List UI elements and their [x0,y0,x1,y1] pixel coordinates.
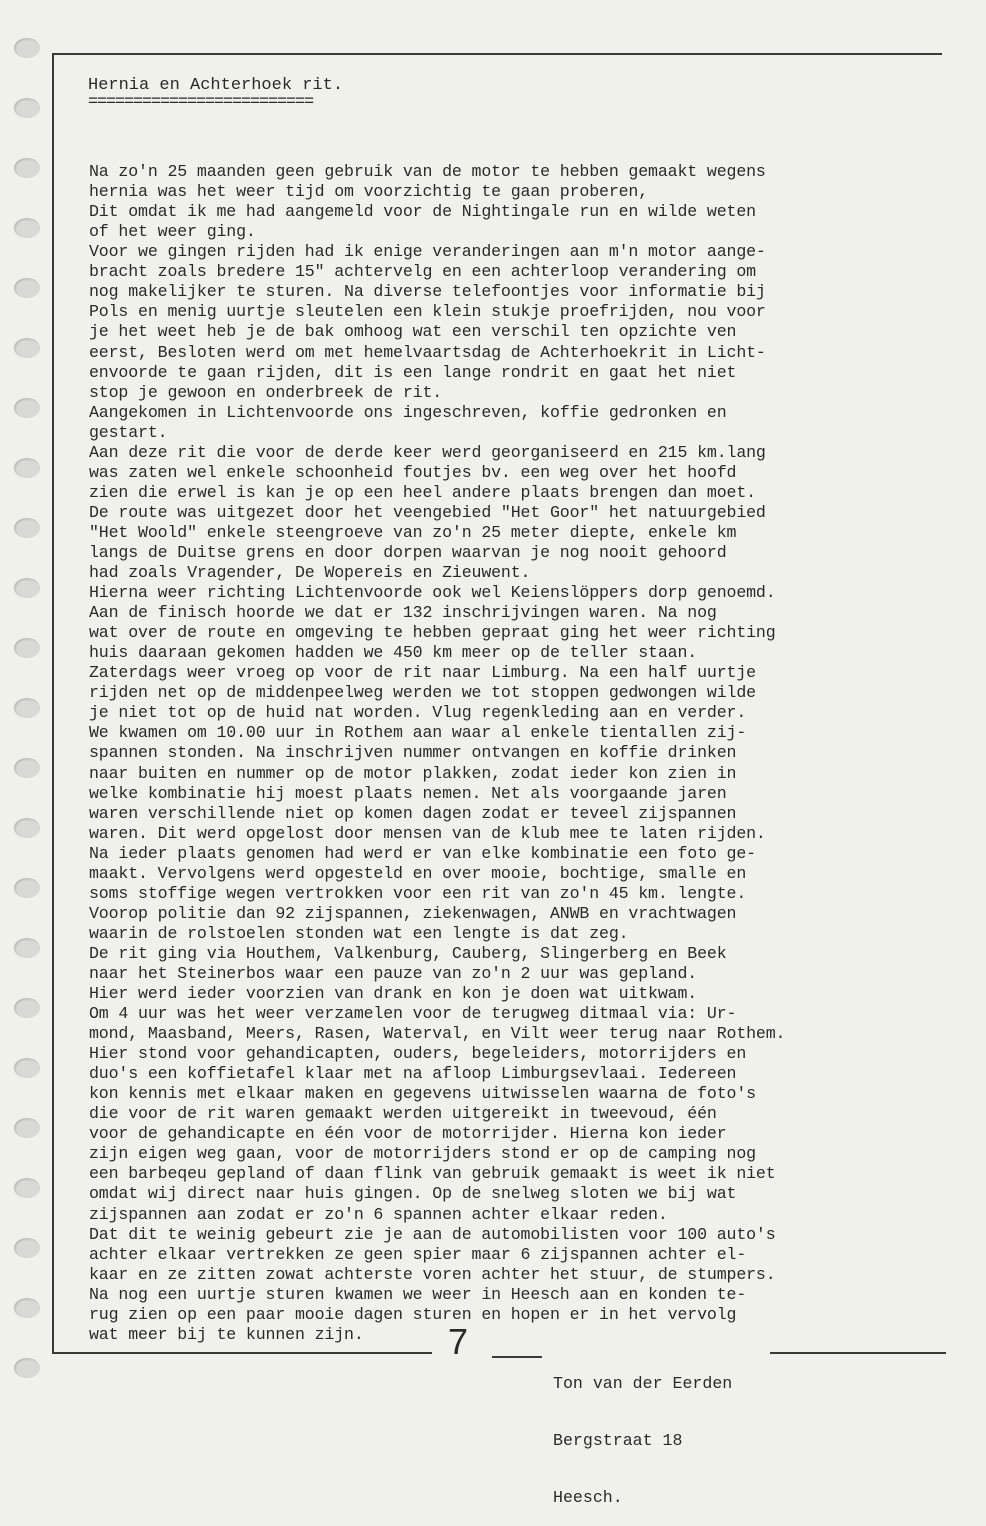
article-line: kaar en ze zitten zowat achterste voren achter het stuur, de stumpers. [89,1264,776,1284]
binder-hole [14,398,40,418]
article-line: We kwamen om 10.00 uur in Rothem aan waar al enkele tientallen zij- [89,723,747,743]
article-line: had zoals Vragender, De Wopereis en Zieuwent. [89,563,531,583]
article-line: Hier werd ieder voorzien van drank en kon je doen wat uitkwam. [89,984,698,1004]
binder-hole [14,638,40,658]
binder-hole [14,1058,40,1078]
article-line: mond, Maasband, Meers, Rasen, Waterval, en Vilt weer terug naar Rothem. [89,1024,786,1044]
article-line: Aan de finisch hoorde we dat er 132 inschrijvingen waren. Na nog [89,603,717,623]
article-line: achter elkaar vertrekken ze geen spier maar 6 zijspannen achter el- [89,1244,747,1264]
article-line: naar het Steinerbos waar een pauze van zo'n 2 uur was gepland. [89,963,698,983]
article-line: naar buiten en nummer op de motor plakken, zodat ieder kon zien in [89,763,737,783]
binder-hole [14,278,40,298]
binder-hole [14,938,40,958]
author-name: Ton van der Eerden [553,1374,733,1393]
article-line: Na ieder plaats genomen had werd er van elke kombinatie een foto ge- [89,843,756,863]
article-line: "Het Woold" enkele steengroeve van zo'n 25 meter diepte, enkele km [89,522,737,542]
article-line: gestart. [89,422,168,442]
binder-hole [14,338,40,358]
article-line: kon kennis met elkaar maken en gegevens uitwisselen waarna de foto's [89,1084,756,1104]
article-line: Hier stond voor gehandicapten, ouders, begeleiders, motorrijders en [89,1044,747,1064]
article-line: een barbeqeu gepland of daan flink van gebruik gemaakt is weet ik niet [89,1164,776,1184]
frame-top-rule [52,53,942,55]
article-title: Hernia en Achterhoek rit. [88,76,344,95]
article-line: spannen stonden. Na inschrijven nummer ontvangen en koffie drinken [89,743,737,763]
article-line: zijn eigen weg gaan, voor de motorrijders stond er op de camping nog [89,1144,756,1164]
article-line: je niet tot op de huid nat worden. Vlug regenkleding aan en verder. [89,703,747,723]
article-line: of het weer ging. [89,222,256,242]
binder-hole [14,458,40,478]
binder-hole [14,98,40,118]
article-line: hernia was het weer tijd om voorzichtig te gaan proberen, [89,182,649,202]
article-line: was zaten wel enkele schoonheid foutjes bv. een weg over het hoofd [89,462,737,482]
article-line: Dat dit te weinig gebeurt zie je aan de automobilisten voor 100 auto's [89,1224,776,1244]
article-line: rug zien op een paar mooie dagen sturen en hopen er in het vervolg [89,1304,737,1324]
article-line: maakt. Vervolgens werd opgesteld en over mooie, bochtige, smalle en [89,863,747,883]
binder-hole [14,218,40,238]
article-body [89,122,949,1365]
article-line: waren. Dit werd opgelost door mensen van de klub mee te laten rijden. [89,823,766,843]
article-line: Aan deze rit die voor de derde keer werd georganiseerd en 215 km.lang [89,442,766,462]
article-line: je het weet heb je de bak omhoog wat een verschil ten opzichte ven [89,322,737,342]
article-line: voor de gehandicapte en één voor de motorrijder. Hierna kon ieder [89,1124,727,1144]
article-line: rijden net op de middenpeelweg werden we tot stoppen gedwongen wilde [89,683,756,703]
article-line: Voor we gingen rijden had ik enige veranderingen aan m'n motor aange- [89,242,766,262]
article-line: langs de Duitse grens en door dorpen waarvan je nog nooit gehoord [89,542,727,562]
article-line: waren verschillende niet op komen dagen zodat er teveel zijspannen [89,803,737,823]
article-line: bracht zoals bredere 15" achtervelg en een achterloop verandering om [89,262,756,282]
article-line: welke kombinatie hij moest plaats nemen. Net als voorgaande jaren [89,783,727,803]
article-line: wat meer bij te kunnen zijn. [89,1324,364,1344]
article-line: Om 4 uur was het weer verzamelen voor de terugweg ditmaal via: Ur- [89,1004,737,1024]
article-line: zien die erwel is kan je op een heel andere plaats brengen dan moet. [89,482,756,502]
frame-left-rule [52,53,54,1353]
binder-hole [14,518,40,538]
binder-hole [14,1178,40,1198]
page-number: 7 [448,1321,469,1362]
article-line: waarin de rolstoelen stonden wat een lengte is dat zeg. [89,923,629,943]
binder-hole [14,818,40,838]
article-line: De rit ging via Houthem, Valkenburg, Cauberg, Slingerberg en Beek [89,943,727,963]
binder-hole [14,578,40,598]
author-signature [553,1336,732,1526]
article-line: Hierna weer richting Lichtenvoorde ook wel Keienslöppers dorp genoemd. [89,583,776,603]
binder-hole [14,998,40,1018]
author-street: Bergstraat 18 [553,1431,683,1450]
binder-hole [14,1238,40,1258]
article-line: eerst, Besloten werd om met hemelvaartsdag de Achterhoekrit in Licht- [89,342,766,362]
binder-hole [14,1118,40,1138]
binder-hole [14,1358,40,1378]
article-line: stop je gewoon en onderbreek de rit. [89,382,443,402]
article-line: Voorop politie dan 92 zijspannen, ziekenwagen, ANWB en vrachtwagen [89,903,737,923]
binder-hole [14,38,40,58]
binder-hole [14,1298,40,1318]
binder-holes [14,38,42,1398]
article-line: zijspannen aan zodat er zo'n 6 spannen achter elkaar reden. [89,1204,668,1224]
author-city: Heesch. [553,1488,623,1507]
binder-hole [14,758,40,778]
article-line: soms stoffige wegen vertrokken voor een rit van zo'n 45 km. lengte. [89,883,747,903]
article-line: Na zo'n 25 maanden geen gebruik van de motor te hebben gemaakt wegens [89,162,766,182]
article-title-underline: ========================= [88,93,314,112]
article-line: Zaterdags weer vroeg op voor de rit naar Limburg. Na een half uurtje [89,663,756,683]
binder-hole [14,158,40,178]
binder-hole [14,878,40,898]
article-line: De route was uitgezet door het veengebied "Het Goor" het natuurgebied [89,502,766,522]
article-line: Pols en menig uurtje sleutelen een klein stukje proefrijden, nou voor [89,302,766,322]
article-line: die voor de rit waren gemaakt werden uitgereikt in tweevoud, één [89,1104,717,1124]
article-line: duo's een koffietafel klaar met na afloop Limburgsevlaai. Iedereen [89,1064,737,1084]
article-line: Aangekomen in Lichtenvoorde ons ingeschreven, koffie gedronken en [89,402,727,422]
article-line: wat over de route en omgeving te hebben gepraat ging het weer richting [89,623,776,643]
binder-hole [14,698,40,718]
article-line: Na nog een uurtje sturen kwamen we weer in Heesch aan en konden te- [89,1284,747,1304]
article-line: nog makelijker te sturen. Na diverse telefoontjes voor informatie bij [89,282,766,302]
article-line: Dit omdat ik me had aangemeld voor de Nightingale run en wilde weten [89,202,756,222]
article-line: huis daaraan gekomen hadden we 450 km meer op de teller staan. [89,643,698,663]
article-line: envoorde te gaan rijden, dit is een lange rondrit en gaat het niet [89,362,737,382]
article-line: omdat wij direct naar huis gingen. Op de snelweg sloten we bij wat [89,1184,737,1204]
